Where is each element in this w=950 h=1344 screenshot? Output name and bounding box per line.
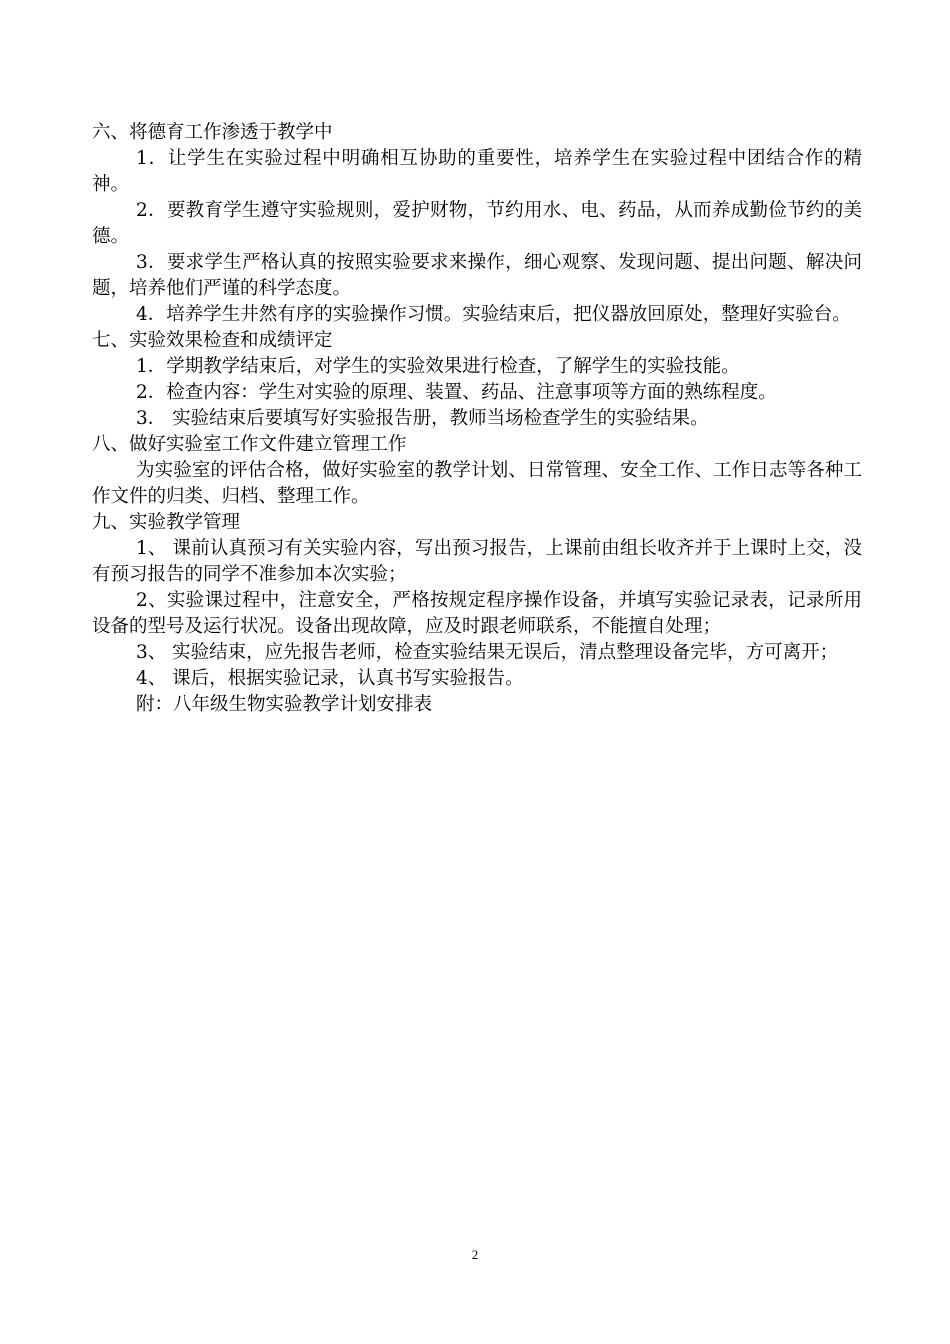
section-heading: 六、将德育工作渗透于教学中 [92, 122, 333, 143]
paragraph: 4、 课后，根据实验记录，认真书写实验报告。 [136, 668, 524, 689]
paragraph: 为实验室的评估合格，做好实验室的教学计划、日常管理、安全工作、工作日志等各种工作文件的归类、归档、整理工作。 [92, 460, 862, 507]
section-heading: 九、实验教学管理 [92, 512, 241, 533]
section-experiment-evaluation [92, 328, 862, 432]
paragraph: 2．检查内容：学生对实验的原理、装置、药品、注意事项等方面的熟练程度。 [136, 382, 777, 403]
section-lab-teaching-management [92, 510, 862, 718]
page-number: 2 [471, 1247, 479, 1262]
section-moral-education [92, 120, 862, 328]
paragraph: 2．要教育学生遵守实验规则，爱护财物，节约用水、电、药品，从而养成勤俭节约的美德。 [92, 200, 862, 247]
paragraph: 3．要求学生严格认真的按照实验要求来操作，细心观察、发现问题、提出问题、解决问题，培养他们严谨的科学态度。 [92, 252, 862, 299]
paragraph: 2、实验课过程中，注意安全，严格按规定程序操作设备，并填写实验记录表，记录所用设备的型号及运行状况。设备出现故障，应及时跟老师联系，不能擅自处理； [92, 590, 862, 637]
section-heading: 八、做好实验室工作文件建立管理工作 [92, 434, 407, 455]
appendix-note: 附：八年级生物实验教学计划安排表 [136, 694, 433, 715]
section-lab-documentation [92, 432, 862, 510]
document-body [92, 120, 862, 718]
paragraph: 4．培养学生井然有序的实验操作习惯。实验结束后，把仪器放回原处，整理好实验台。 [136, 304, 851, 325]
paragraph: 3、 实验结束，应先报告老师，检查实验结果无误后，清点整理设备完毕，方可离开； [136, 642, 839, 663]
paragraph: 3． 实验结束后要填写好实验报告册，教师当场检查学生的实验结果。 [136, 408, 709, 429]
paragraph: 1．学期教学结束后，对学生的实验效果进行检查，了解学生的实验技能。 [136, 356, 740, 377]
paragraph: 1、 课前认真预习有关实验内容，写出预习报告，上课前由组长收齐并于上课时上交，没有预习报告的同学不准参加本次实验； [92, 538, 862, 585]
section-heading: 七、实验效果检查和成绩评定 [92, 330, 333, 351]
paragraph: 1．让学生在实验过程中明确相互协助的重要性，培养学生在实验过程中团结合作的精神。 [92, 148, 862, 195]
